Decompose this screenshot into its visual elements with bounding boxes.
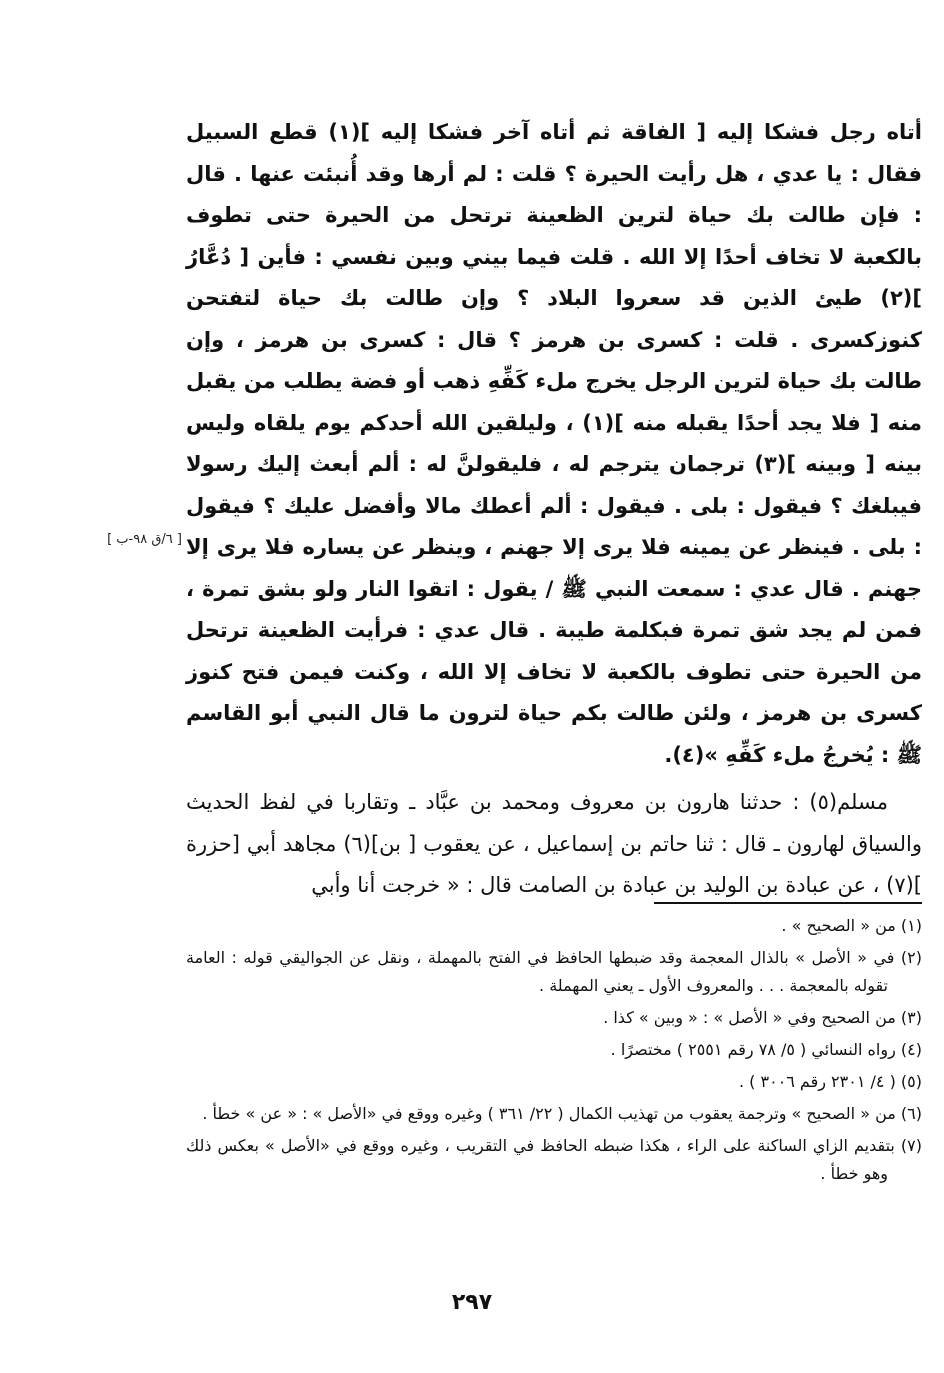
main-text-block [186, 112, 922, 907]
hadith-paragraph-2: مسلم(٥) : حدثنا هارون بن معروف ومحمد بن عبَّاد ـ وتقاربا في لفظ الحديث والسياق لهارون ـ قال : ثنا حاتم بن إسماعيل ، عن يعقوب [ بن](٦) مجاهد أبي [حزرة ](٧) ، عن عبادة بن الوليد بن عبادة بن الصامت قال : « خرجت أنا وأبي [186, 790, 922, 897]
manuscript-folio-marker: [ ٦/ق ٩٨-ب ] [107, 532, 182, 547]
footnote-6: (٦) من « الصحيح » وترجمة يعقوب من تهذيب الكمال ( ٢٢/ ٣٦١ ) وغيره ووقع في «الأصل » : « عن » خطأ . [202, 1104, 922, 1123]
footnote-3: (٣) من الصحيح وفي « الأصل » : « وبين » كذا . [603, 1008, 922, 1027]
footnote-4: (٤) رواه النسائي ( ٥/ ٧٨ رقم ٢٥٥١ ) مختصرًا . [610, 1040, 922, 1059]
hadith-paragraph-1: أتاه رجل فشكا إليه [ الفاقة ثم أتاه آخر فشكا إليه ](١) قطع السبيل فقال : يا عدي ، هل رأيت الحيرة ؟ قلت : لم أرها وقد أُنبئت عنها . قال : فإن طالت بك حياة لترين الظعينة ترتحل من الحيرة حتى تطوف بالكعبة لا تخاف أحدًا إلا الله . قلت فيما بيني وبين نفسي : فأين [ دُعَّارُ ](٢) طيئ الذين قد سعروا البلاد ؟ وإن طالت بك حياة لتفتحن كنوزكسرى . قلت : كسرى بن هرمز ؟ قال : كسرى بن هرمز ، وإن طالت بك حياة لترين الرجل يخرج ملء كَفِّهِ ذهب أو فضة يطلب من يقبل منه [ فلا يجد أحدًا يقبله منه ](١) ، وليلقين الله أحدكم يوم يلقاه وليس بينه [ وبينه ](٣) ترجمان يترجم له ، فليقولنَّ له : ألم أبعث إليك رسولا فيبلغك ؟ فيقول : بلى . فيقول : ألم أعطك مالا وأفضل عليك ؟ فيقول : بلى . فينظر عن يمينه فلا يرى إلا جهنم ، وينظر عن يساره فلا يرى إلا جهنم . قال عدي : سمعت النبي ﷺ / يقول : اتقوا النار ولو بشق تمرة ، فمن لم يجد شق تمرة فبكلمة طيبة . قال عدي : فرأيت الظعينة ترتحل من الحيرة حتى تطوف بالكعبة لا تخاف إلا الله ، وكنت فيمن فتح كنوز كسرى بن هرمز ، ولئن طالت بكم حياة لترون ما قال النبي أبو القاسم ﷺ : يُخرجُ ملء كَفِّهِ »(٤). [186, 120, 922, 767]
page-number: ٢٩٧ [451, 1290, 493, 1315]
footnote-1: (١) من « الصحيح » . [781, 916, 922, 935]
footnote-5: (٥) ( ٤/ ٢٣٠١ رقم ٣٠٠٦ ) . [738, 1072, 922, 1091]
footnote-7: (٧) بتقديم الزاي الساكنة على الراء ، هكذا ضبطه الحافظ في التقريب ، وغيره ووقع في «الأصل » بعكس ذلك وهو خطأ . [186, 1136, 922, 1183]
footnotes-list [186, 912, 922, 1192]
footnote-2: (٢) في « الأصل » بالذال المعجمة وقد ضبطها الحافظ في الفتح بالمهملة ، ونقل عن الجواليقي قوله : العامة تقوله بالمعجمة . . . والمعروف الأول ـ يعني المهملة . [186, 948, 922, 995]
footnote-separator [654, 902, 922, 904]
